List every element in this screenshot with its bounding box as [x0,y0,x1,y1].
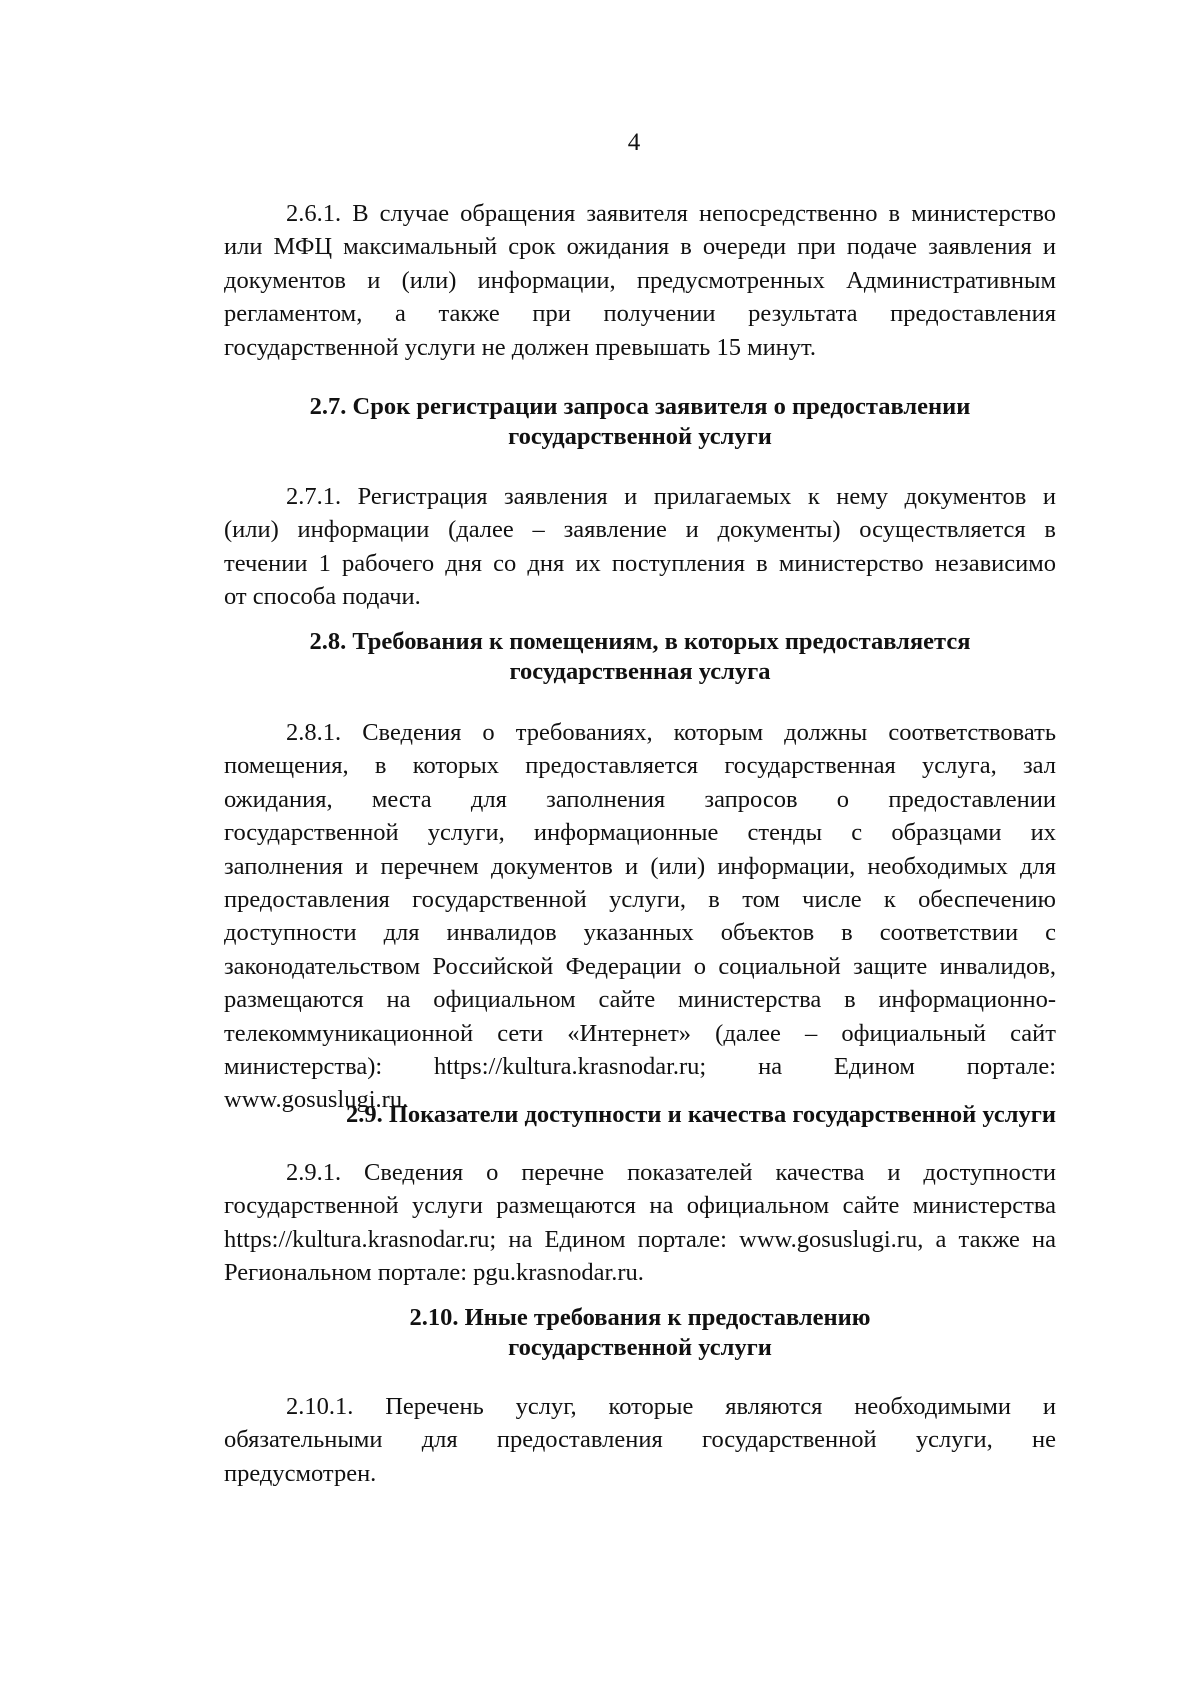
heading-line: 2.10. Иные требования к предоставлению [409,1304,871,1331]
paragraph-2-7-1 [224,480,1056,614]
paragraph-line: министерства): https://kultura.krasnodar.ru; на Едином портале: [224,1053,1056,1081]
paragraph-line: от способа подачи. [224,583,421,611]
paragraph-2-10-1 [224,1390,1056,1490]
paragraph-line: ожидания, места для заполнения запросов о предоставлении [224,785,1056,813]
paragraph-line: государственной услуги размещаются на официальном сайте министерства [224,1192,1056,1220]
paragraph-line: законодательством Российской Федерации о социальной защите инвалидов, [224,952,1056,980]
paragraph-line: государственной услуги не должен превышать 15 минут. [224,333,817,361]
paragraph-2-6-1 [224,197,1056,364]
paragraph-line: доступности для инвалидов указанных объектов в соответствии с [224,919,1056,947]
paragraph-line: размещаются на официальном сайте министерства в информационно- [224,986,1056,1014]
heading-2-9 [224,1100,1056,1130]
paragraph-line: регламентом, а также при получении результата предоставления [224,300,1056,328]
paragraph-2-9-1 [224,1156,1056,1290]
paragraph-line: 2.7.1. Регистрация заявления и прилагаемых к нему документов и [286,483,1056,510]
heading-2-10 [224,1303,1056,1363]
paragraph-line: предусмотрен. [224,1459,377,1487]
paragraph-line: 2.9.1. Сведения о перечне показателей качества и доступности [286,1159,1056,1186]
paragraph-line: www.gosuslugi.ru. [224,1086,409,1114]
heading-line: 2.7. Срок регистрации запроса заявителя о предоставлении [309,393,971,420]
heading-line: государственной услуги [508,1334,772,1361]
paragraph-line: документов и (или) информации, предусмотренных Административным [224,266,1056,294]
heading-2-8 [224,627,1056,687]
paragraph-line: обязательными для предоставления государственной услуги, не [224,1426,1056,1454]
heading-line: государственная услуга [509,658,771,685]
paragraph-line: https://kultura.krasnodar.ru; на Едином портале: www.gosuslugi.ru, а также на [224,1225,1056,1253]
paragraph-line: 2.10.1. Перечень услуг, которые являются необходимыми и [286,1393,1056,1420]
paragraph-line: помещения, в которых предоставляется государственная услуга, зал [224,752,1056,780]
heading-2-7 [224,392,1056,452]
heading-line: 2.9. Показатели доступности и качества государственной услуги [345,1101,1056,1128]
paragraph-line: телекоммуникационной сети «Интернет» (далее – официальный сайт [224,1019,1056,1047]
paragraph-line: (или) информации (далее – заявление и документы) осуществляется в [224,516,1056,544]
paragraph-line: 2.8.1. Сведения о требованиях, которым должны соответствовать [286,719,1056,746]
paragraph-line: 2.6.1. В случае обращения заявителя непосредственно в министерство [286,200,1056,227]
paragraph-2-8-1 [224,716,1056,1117]
page-number: 4 [627,129,641,156]
heading-line: 2.8. Требования к помещениям, в которых предоставляется [309,628,971,655]
paragraph-line: течении 1 рабочего дня со дня их поступления в министерство независимо [224,549,1056,577]
heading-line: государственной услуги [508,423,772,450]
paragraph-line: предоставления государственной услуги, в том числе к обеспечению [224,886,1056,914]
paragraph-line: или МФЦ максимальный срок ожидания в очереди при подаче заявления и [224,233,1056,261]
paragraph-line: Региональном портале: pgu.krasnodar.ru. [224,1259,644,1287]
paragraph-line: государственной услуги, информационные стенды с образцами их [224,819,1056,847]
paragraph-line: заполнения и перечнем документов и (или) информации, необходимых для [224,852,1056,880]
